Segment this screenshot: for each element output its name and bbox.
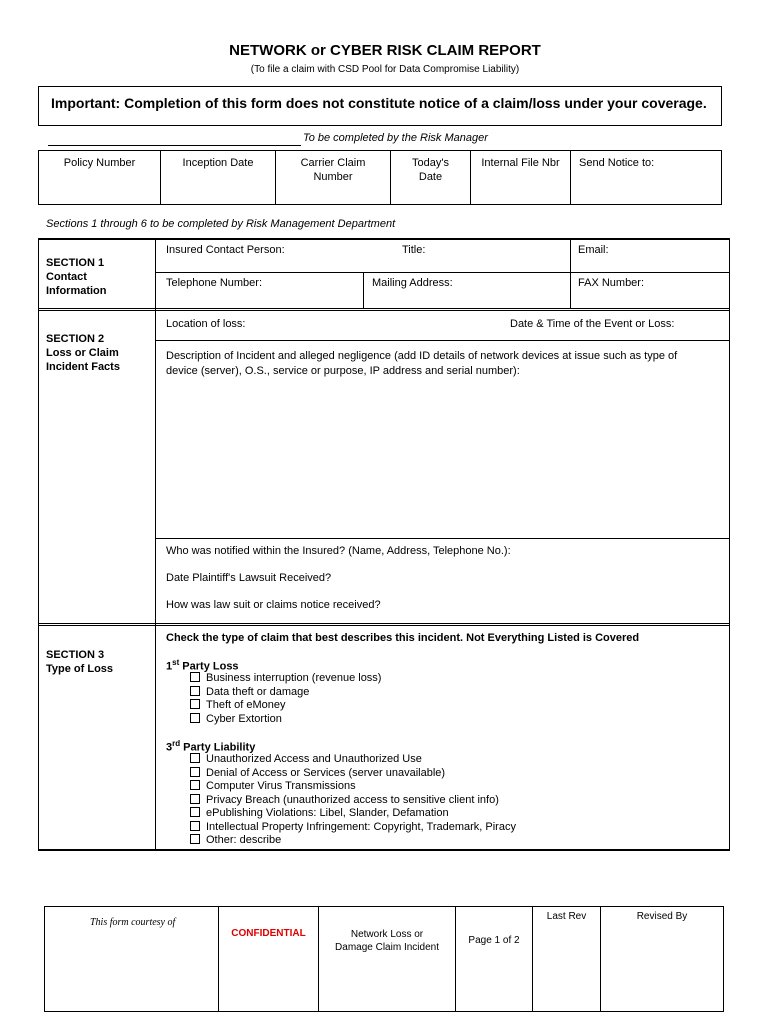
sections-bottom-border [38, 849, 730, 851]
internal-file-header: Internal File Nbr [481, 157, 560, 169]
sections-top-border [38, 238, 730, 240]
checkbox[interactable] [190, 686, 200, 696]
checkbox[interactable] [190, 834, 200, 844]
list-item: Data theft or damage [190, 686, 381, 700]
label-column-divider [155, 238, 156, 850]
notice-method-field: How was law suit or claims notice received? [166, 599, 381, 611]
list-item: Denial of Access or Services (server unavailable) [190, 767, 516, 781]
checkbox[interactable] [190, 699, 200, 709]
incident-description-line1: Description of Incident and alleged negligence (add ID details of network devices at issue such as type of [166, 350, 678, 362]
claim-type-instruction: Check the type of claim that best describes this incident. Not Everything Listed is Covered [166, 632, 640, 644]
section3-label [46, 648, 113, 676]
last-rev-label: Last Rev [546, 911, 587, 922]
checkbox[interactable] [190, 821, 200, 831]
sections-note: Sections 1 through 6 to be completed by Risk Management Department [46, 218, 396, 230]
todays-date-header [391, 156, 470, 184]
checkbox[interactable] [190, 753, 200, 763]
section1-row-divider [155, 272, 729, 273]
footer-divider [318, 906, 319, 1012]
section2-row-divider [155, 340, 729, 341]
confidential-label: CONFIDENTIAL [231, 928, 306, 939]
checkbox[interactable] [190, 672, 200, 682]
section1-title-line2: Information [46, 285, 107, 297]
document-name-line2: Damage Claim Incident [335, 942, 439, 953]
sections-right-border [729, 238, 730, 850]
first-party-list [190, 672, 381, 726]
list-item: Other: describe [190, 834, 516, 848]
section3-number: SECTION 3 [46, 649, 105, 661]
lawsuit-date-field: Date Plaintiff's Lawsuit Received? [166, 572, 332, 584]
incident-description-line2: device (server), O.S., service or purpose, IP address and serial number): [166, 365, 520, 377]
event-datetime-field: Date & Time of the Event or Loss: [510, 318, 675, 330]
risk-manager-label: To be completed by the Risk Manager [303, 132, 488, 144]
important-notice: Important: Completion of this form does not constitute notice of a claim/loss under your coverage. [38, 86, 722, 126]
form-subtitle: (To file a claim with CSD Pool for Data Compromise Liability) [250, 64, 520, 75]
checkbox[interactable] [190, 807, 200, 817]
carrier-claim-line1: Carrier Claim [300, 157, 366, 169]
insured-contact-field: Insured Contact Person: [166, 244, 285, 256]
carrier-claim-line2: Number [313, 171, 353, 183]
risk-manager-line [48, 145, 301, 146]
section1-number: SECTION 1 [46, 257, 105, 269]
section2-description-divider [155, 538, 729, 539]
mailing-address-field: Mailing Address: [372, 277, 453, 289]
footer-divider [455, 906, 456, 1012]
section3-title: Type of Loss [46, 663, 114, 675]
telephone-field: Telephone Number: [166, 277, 263, 289]
sections-left-border [38, 238, 39, 850]
first-party-heading: 1st Party Loss [166, 658, 239, 673]
section2-bottom-divider [38, 623, 730, 626]
incident-description-field [166, 349, 726, 379]
policy-number-header: Policy Number [63, 157, 136, 169]
list-item: Cyber Extortion [190, 713, 381, 727]
revised-by-label: Revised By [636, 911, 688, 922]
list-item: Business interruption (revenue loss) [190, 672, 381, 686]
mailing-divider [363, 272, 364, 308]
email-field: Email: [578, 244, 609, 256]
fax-divider [570, 272, 571, 308]
todays-date-line1: Today's [412, 157, 449, 169]
section1-label [46, 256, 107, 298]
list-item: Theft of eMoney [190, 699, 381, 713]
list-item: Unauthorized Access and Unauthorized Use [190, 753, 516, 767]
list-item: Computer Virus Transmissions [190, 780, 516, 794]
form-title: NETWORK or CYBER RISK CLAIM REPORT [229, 42, 541, 59]
checkbox[interactable] [190, 794, 200, 804]
location-field: Location of loss: [166, 318, 246, 330]
send-notice-header: Send Notice to: [579, 157, 655, 169]
checkbox[interactable] [190, 713, 200, 723]
who-notified-field: Who was notified within the Insured? (Name, Address, Telephone No.): [166, 545, 511, 557]
third-party-list [190, 753, 516, 848]
section2-label [46, 332, 120, 374]
title-field: Title: [402, 244, 426, 256]
email-divider [570, 239, 571, 272]
section1-bottom-divider [38, 308, 730, 311]
document-name-line1: Network Loss or [350, 929, 424, 940]
courtesy-text: This form courtesy of [90, 917, 176, 928]
carrier-claim-header [276, 156, 390, 184]
list-item: Privacy Breach (unauthorized access to sensitive client info) [190, 794, 516, 808]
document-name [319, 928, 455, 954]
list-item: Intellectual Property Infringement: Copyright, Trademark, Piracy [190, 821, 516, 835]
checkbox[interactable] [190, 780, 200, 790]
page-number: Page 1 of 2 [468, 935, 520, 946]
todays-date-line2: Date [418, 171, 443, 183]
inception-date-header: Inception Date [182, 157, 254, 169]
checkbox[interactable] [190, 767, 200, 777]
list-item: ePublishing Violations: Libel, Slander, Defamation [190, 807, 516, 821]
fax-field: FAX Number: [578, 277, 645, 289]
section2-number: SECTION 2 [46, 333, 105, 345]
third-party-heading: 3rd Party Liability [166, 739, 256, 754]
section2-title-line1: Loss or Claim [46, 347, 119, 359]
section1-title-line1: Contact [46, 271, 87, 283]
section2-title-line2: Incident Facts [46, 361, 120, 373]
footer-divider [218, 906, 219, 1012]
